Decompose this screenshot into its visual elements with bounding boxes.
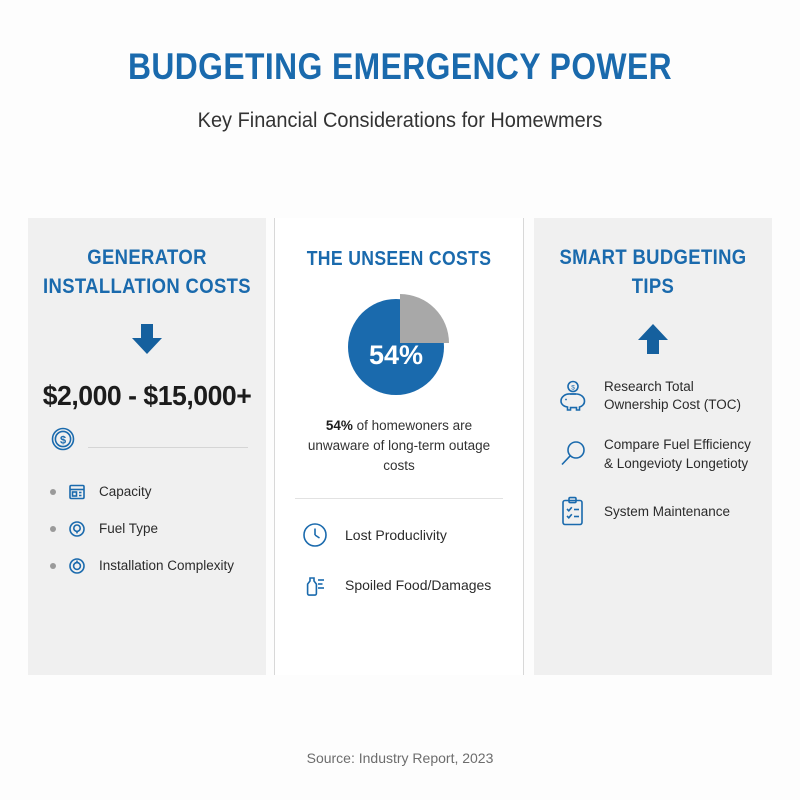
divider-line [88,447,248,448]
dollar-coin-icon [50,426,76,457]
list-item-label: Lost Produclivity [345,527,447,544]
middle-panel-title: THE UNSEEN COSTS [306,248,492,270]
capacity-panel-icon [68,483,86,501]
clipboard-checklist-icon [556,495,590,529]
list-item [556,495,762,529]
list-item-label: Capacity [99,484,152,500]
list-item-label: Spoiled Food/Damages [345,577,492,594]
pie-caption-highlight: 54% [325,417,353,433]
cost-factor-list [50,483,266,575]
left-panel-title: GENERATOR INSTALLATION COSTS [43,246,251,298]
spoiled-food-icon [301,571,329,599]
list-item [50,557,266,575]
list-item [301,549,523,599]
right-panel-title: SMART BUDGETING TIPS [559,246,747,298]
bullet-dot [50,489,56,495]
page-subtitle: Key Financial Considerations for Homewmers [197,108,603,132]
pie-center-label: 54% [368,339,424,370]
gear-circle-icon [68,557,86,575]
price-range: $2,000 - $15,000+ [42,379,252,411]
unseen-costs-panel [274,218,524,675]
pie-chart [334,292,464,402]
list-item [556,436,762,472]
fuel-gauge-icon [68,520,86,538]
piggy-bank-icon [556,379,590,413]
budgeting-tips-panel [534,218,772,675]
magnifier-icon [556,438,590,472]
svg-text:$: $ [59,434,67,447]
header [0,48,800,133]
bullet-dot [50,526,56,532]
generator-costs-panel [28,218,266,675]
page-title: BUDGETING EMERGENCY POWER [127,46,673,87]
list-item-label: Research Total Ownership Cost (TOC) [604,378,742,413]
bullet-dot [50,563,56,569]
pie-caption-text: of homewoners are unwaware of long-term outage costs [307,417,491,474]
list-item-label: System Maintenance [604,503,731,519]
list-item-label: Fuel Type [99,521,159,537]
pie-caption [297,416,501,477]
list-item [50,520,266,538]
arrow-up-icon [638,324,668,354]
list-item-label: Installation Complexity [99,558,235,574]
arrow-down-icon [132,324,162,354]
clock-icon [301,521,329,549]
list-item [50,483,266,501]
source-note: Source: Industry Report, 2023 [306,750,494,766]
svg-text:$: $ [571,384,575,392]
list-item [556,378,762,414]
list-item [301,499,523,549]
list-item-label: Compare Fuel Efficiency & Longevioty Longetioty [604,437,751,471]
